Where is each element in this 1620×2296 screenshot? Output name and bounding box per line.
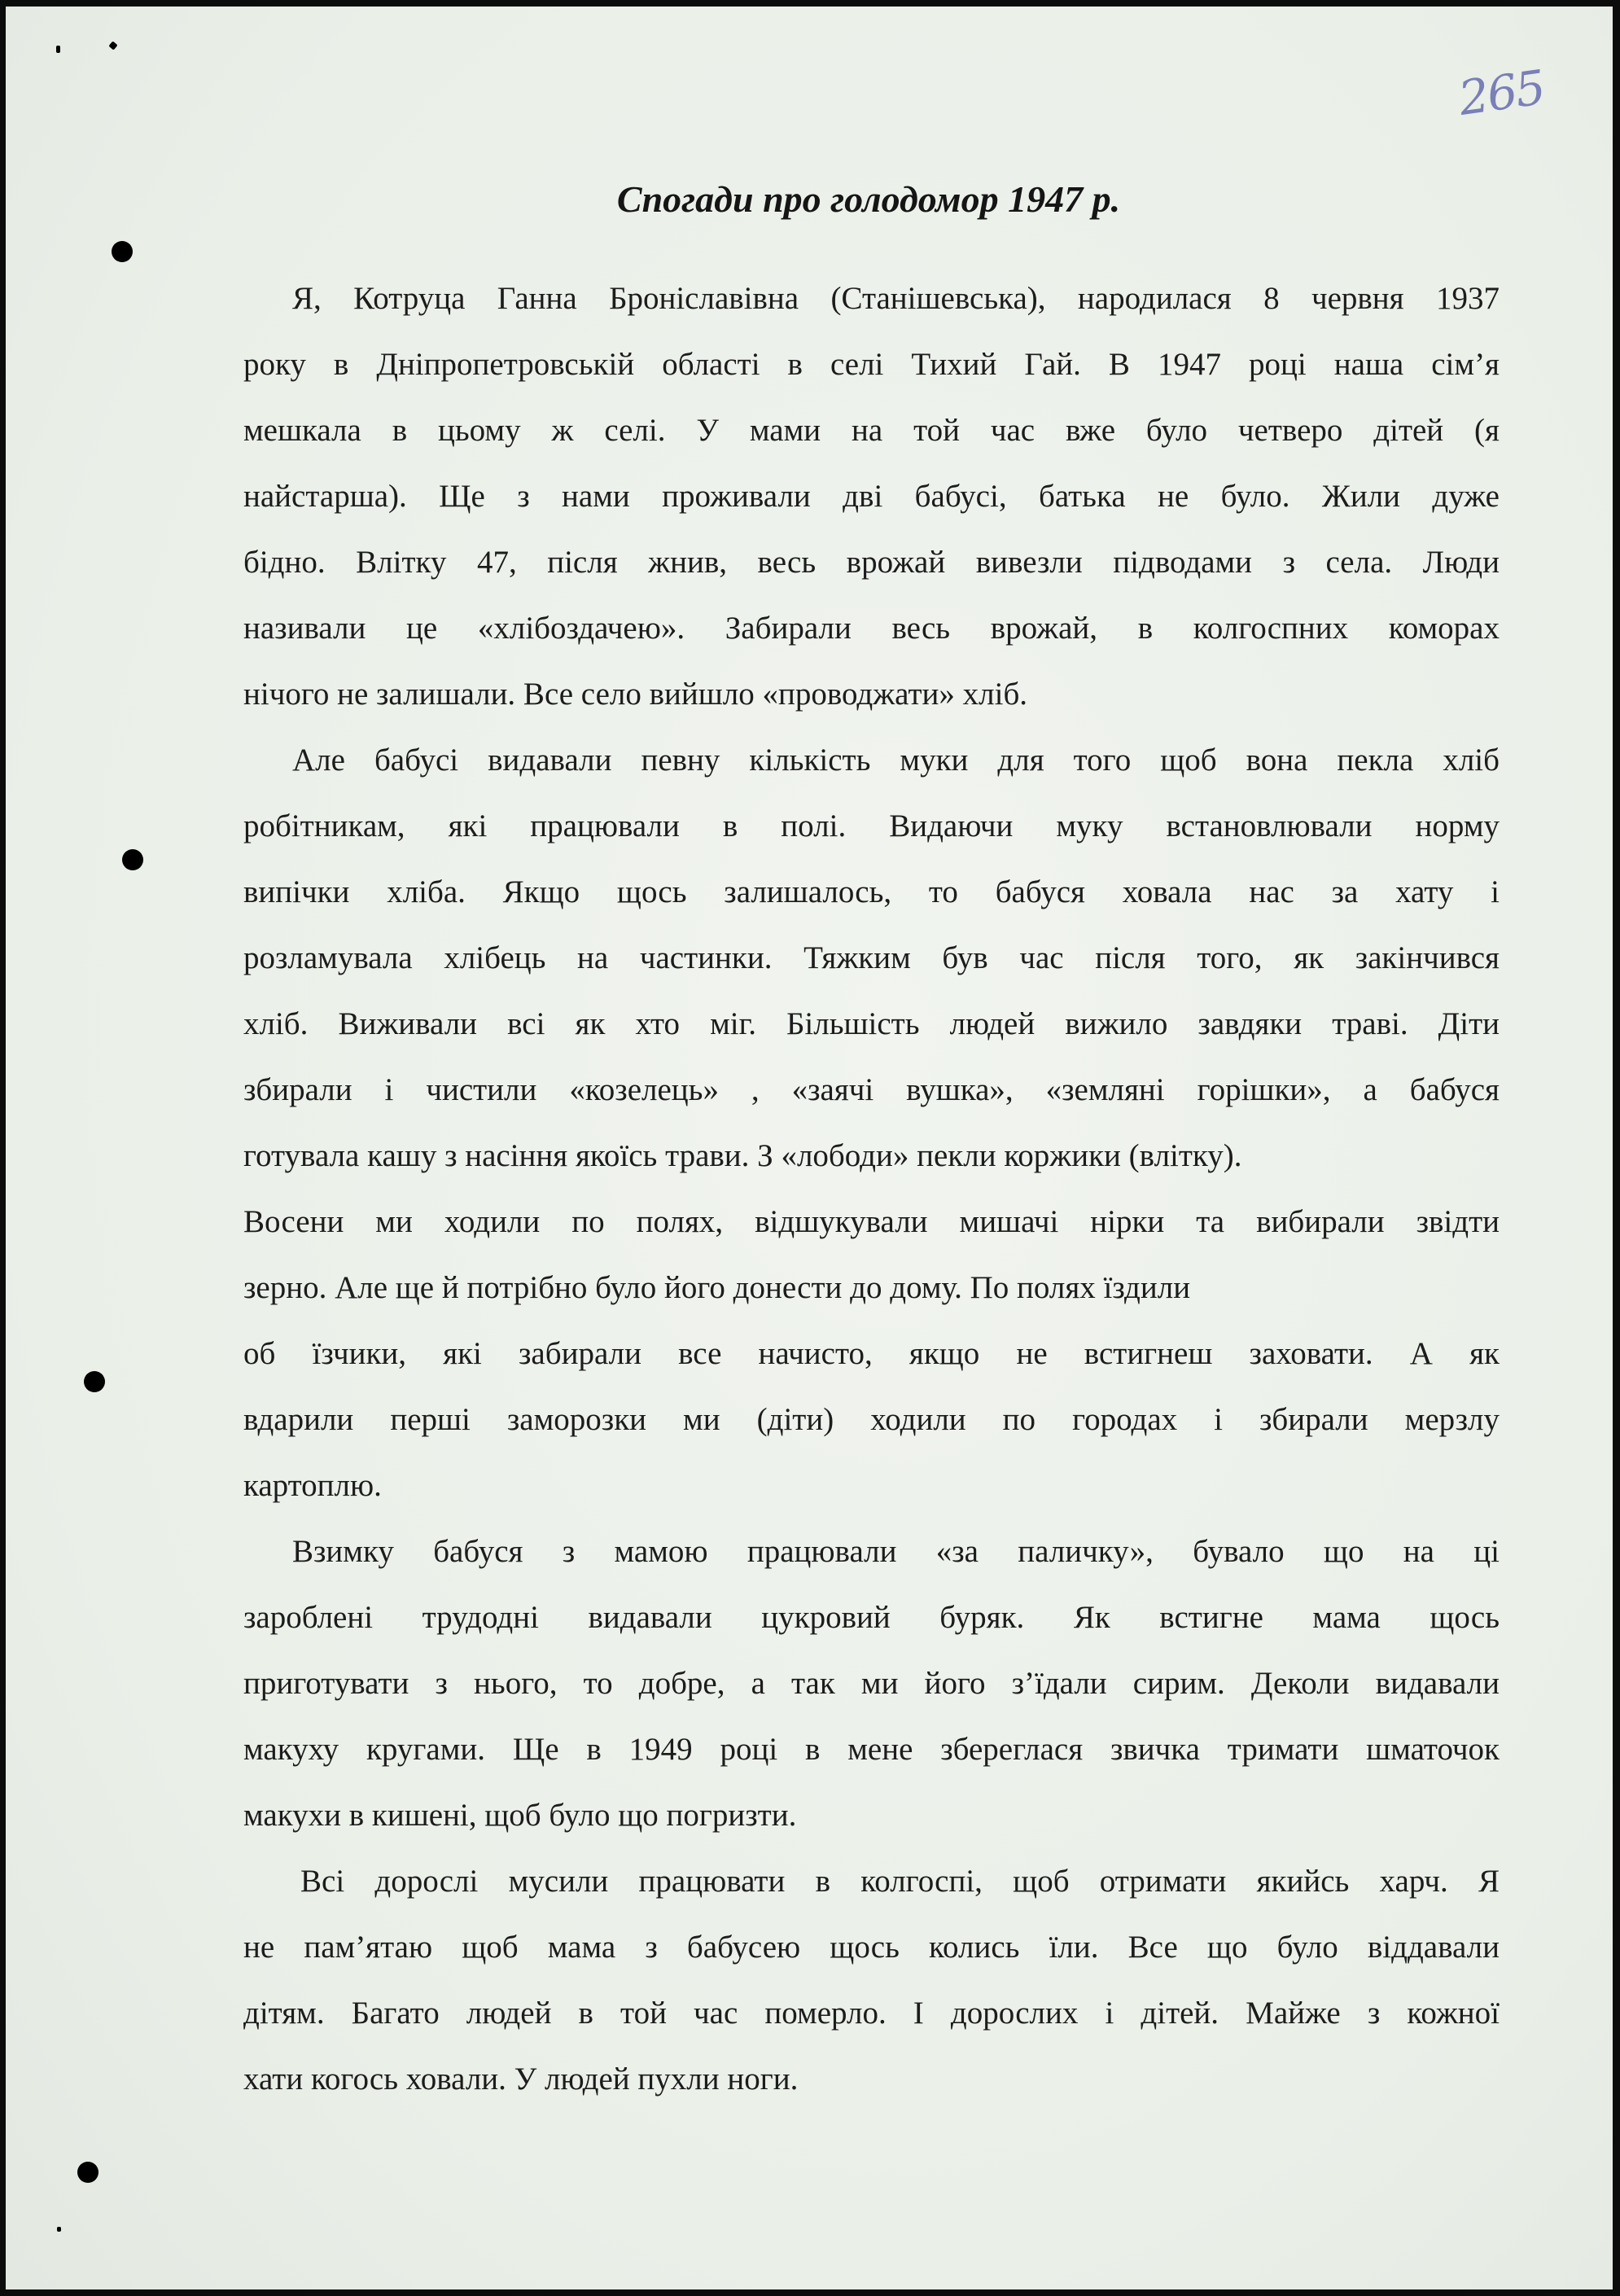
document-title: Спогади про голодомор 1947 р. (616, 178, 1121, 220)
text-line: нічого не залишали. Все село вийшло «проводжати» хліб. (243, 677, 1028, 712)
punch-hole (122, 849, 143, 870)
text-line: готувала кашу з насіння якоїсь трави. З «лободи» пекли коржики (влітку). (243, 1138, 1242, 1173)
text-line: об їзчики, які забирали все начисто, якщо не встигнеш заховати. А як (243, 1336, 1500, 1371)
text-line: приготувати з нього, то добре, а так ми його з’їдали сирим. Деколи видавали (243, 1666, 1500, 1701)
text-line: розламувала хлібець на частинки. Тяжким був час після того, як закінчився (243, 940, 1500, 975)
text-line: дітям. Багато людей в той час померло. І дорослих і дітей. Майже з кожної (243, 1996, 1500, 2031)
text-line: мешкала в цьому ж селі. У мами на той час вже було четверо дітей (я (243, 413, 1500, 448)
text-line: бідно. Влітку 47, після жнив, весь врожай вивезли підводами з села. Люди (243, 545, 1500, 580)
punch-hole (112, 241, 133, 262)
text-line: макухи в кишені, щоб було що погризти. (243, 1798, 797, 1833)
handwritten-archive-number: 265 (1455, 59, 1548, 126)
text-line: Восени ми ходили по полях, відшукували мишачі нірки та вибирали звідти (243, 1204, 1500, 1239)
text-line: зерно. Але ще й потрібно було його донести до дому. По полях їздили (243, 1270, 1191, 1305)
scan-speck (56, 46, 60, 53)
text-line: макуху кругами. Ще в 1949 році в мене збереглася звичка тримати шматочок (243, 1732, 1500, 1767)
text-line: хліб. Виживали всі як хто міг. Більшість людей вижило завдяки траві. Діти (243, 1006, 1500, 1041)
text-line: Всі дорослі мусили працювати в колгоспі, щоб отримати якийсь харч. Я (300, 1864, 1500, 1899)
text-line: випічки хліба. Якщо щось залишалось, то бабуся ховала нас за хату і (243, 874, 1500, 909)
punch-hole (84, 1371, 105, 1392)
memoir-body (243, 272, 1500, 2119)
text-line: хати когось ховали. У людей пухли ноги. (243, 2062, 799, 2097)
text-line: року в Дніпропетровській області в селі Тихий Гай. В 1947 році наша сім’я (243, 347, 1500, 382)
scan-speck (108, 41, 117, 50)
text-line: Взимку бабуся з мамою працювали «за паличку», бувало що на ці (292, 1534, 1500, 1569)
text-line: робітникам, які працювали в полі. Видаючи муку встановлювали норму (243, 808, 1500, 843)
text-line: Я, Котруца Ганна Броніславівна (Станішевська), народилася 8 червня 1937 (292, 281, 1500, 316)
scan-speck (57, 2227, 61, 2232)
text-line: картоплю. (243, 1468, 382, 1503)
text-line: Але бабусі видавали певну кількість муки для того щоб вона пекла хліб (292, 743, 1500, 778)
punch-hole (77, 2162, 99, 2183)
text-line: не пам’ятаю щоб мама з бабусею щось колись їли. Все що було віддавали (243, 1930, 1500, 1965)
document-page (6, 7, 1613, 2289)
text-line: вдарили перші заморозки ми (діти) ходили по городах і збирали мерзлу (243, 1402, 1500, 1437)
text-line: називали це «хлібоздачею». Забирали весь врожай, в колгоспних коморах (243, 611, 1500, 646)
text-line: найстарша). Ще з нами проживали дві бабусі, батька не було. Жили дуже (243, 479, 1500, 514)
text-line: збирали і чистили «козелець» , «заячі вушка», «земляні горішки», а бабуся (243, 1072, 1500, 1107)
text-line: зароблені трудодні видавали цукровий буряк. Як встигне мама щось (243, 1600, 1500, 1635)
